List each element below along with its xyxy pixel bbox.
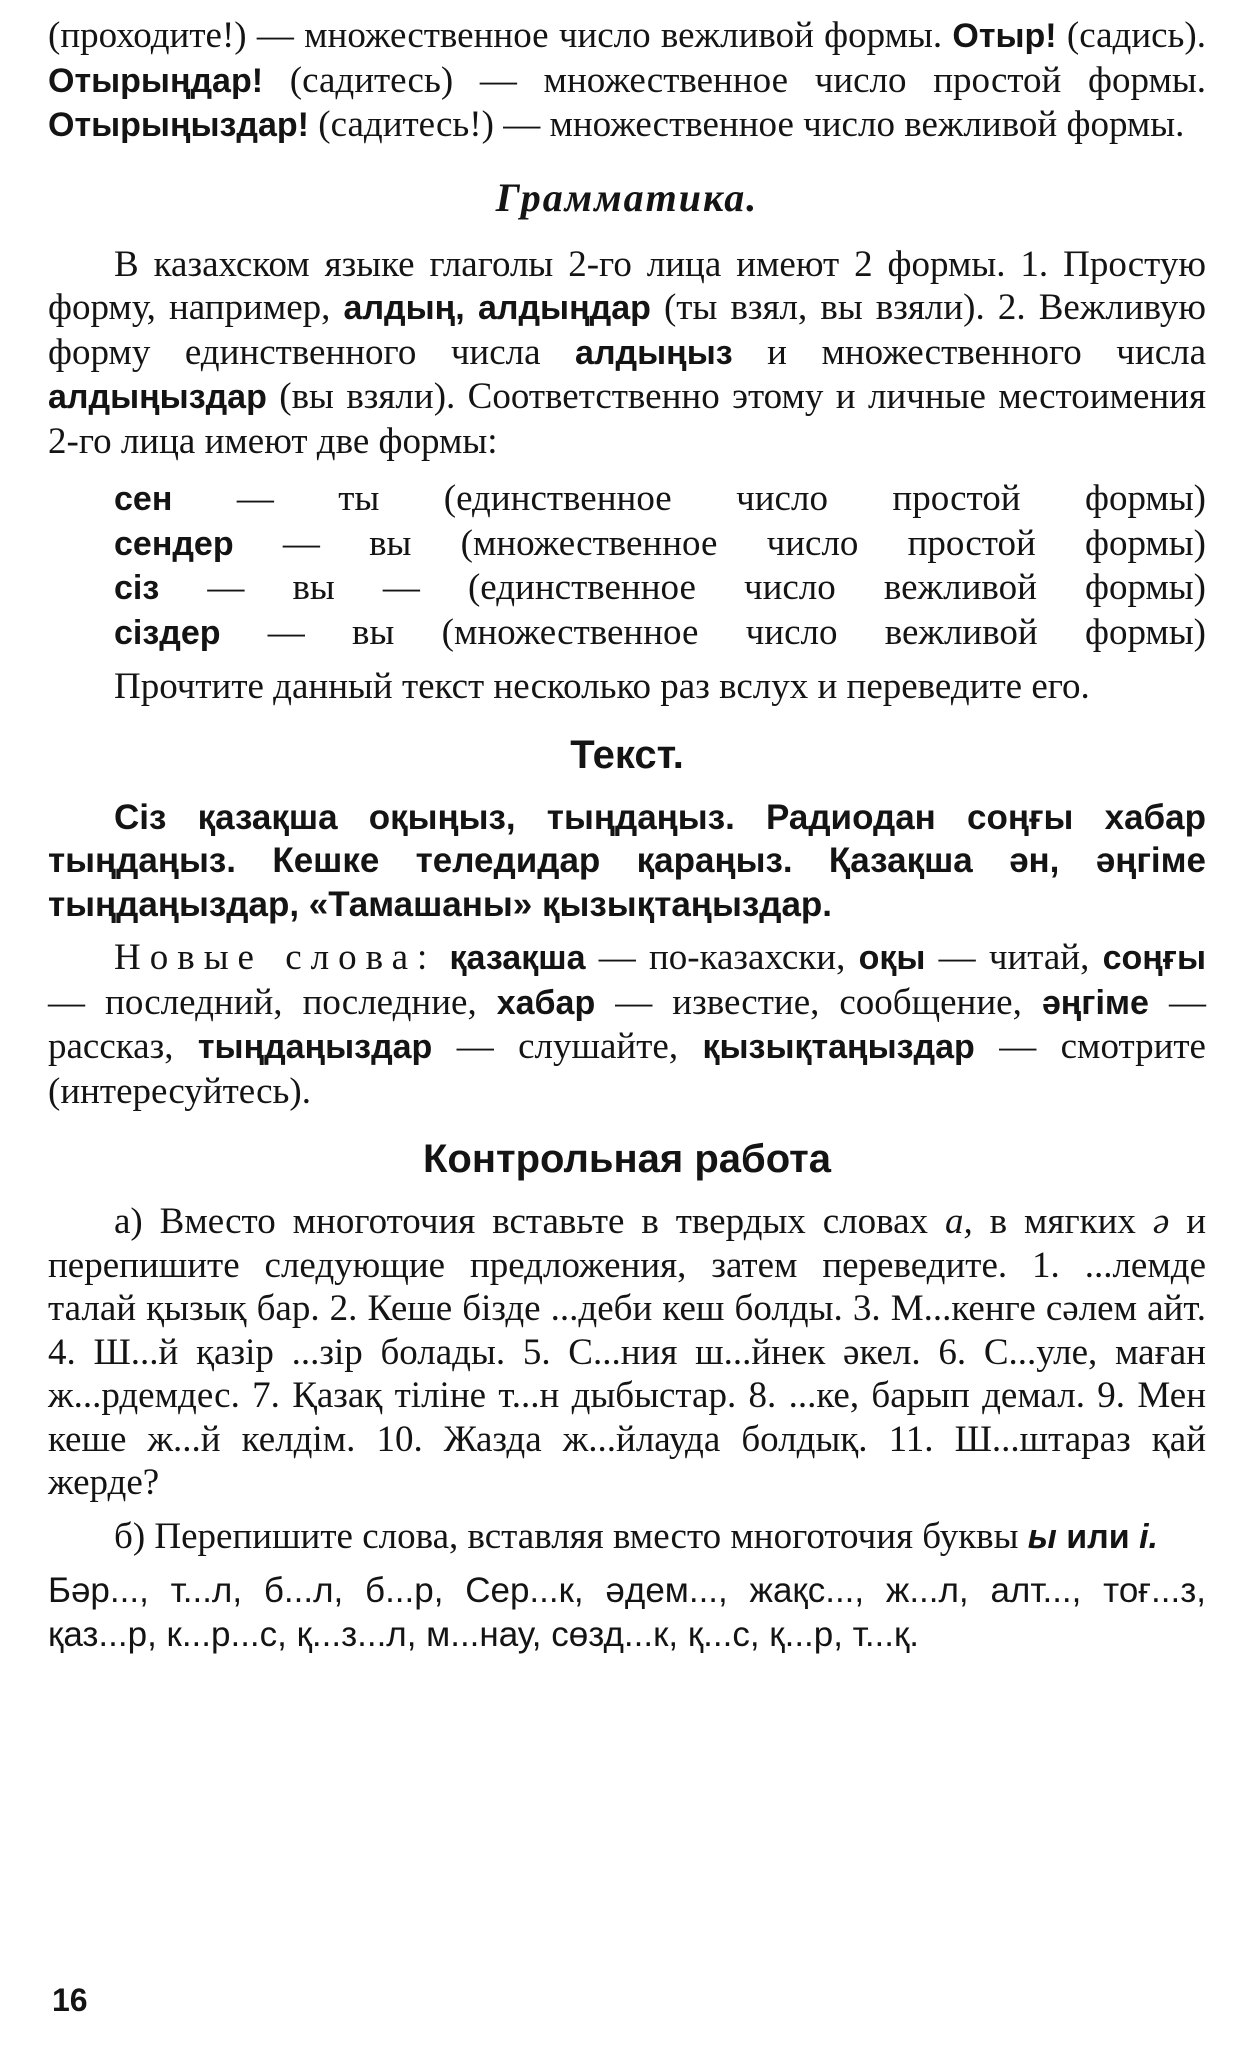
vocab-meaning: — читай, (925, 937, 1103, 978)
grammar-word-1: алдың, алдыңдар (343, 289, 651, 327)
vocab-meaning: — рассказ, (48, 981, 1206, 1067)
reading-instruction: Прочтите данный текст несколько раз вслух и переведите его. (114, 666, 1090, 707)
intro-paragraph (48, 14, 1206, 148)
exercise-a-letter-1: а, (944, 1201, 973, 1242)
vocab-word: қызықтаңыздар (702, 1028, 975, 1066)
pronoun-row (114, 611, 1206, 656)
intro-text-1: (проходите!) — множественное число вежливой формы. (48, 15, 953, 56)
new-words-paragraph (48, 936, 1206, 1113)
exercise-b (48, 1515, 1206, 1560)
page-content (48, 14, 1206, 1656)
control-heading: Контрольная работа (423, 1137, 831, 1181)
pronoun-row (114, 566, 1206, 611)
intro-word-3: Отырыңыздар! (48, 106, 309, 144)
pronoun-row (114, 477, 1206, 522)
vocab-meaning: — по-казахски, (585, 937, 859, 978)
text-heading: Текст. (570, 732, 684, 777)
exercise-a-letter-2: ә (1152, 1201, 1170, 1242)
intro-word-2: Отырыңдар! (48, 61, 264, 100)
kazakh-text: Сіз қазақша оқыңыз, тыңдаңыз. Радиодан соңғы хабар тыңдаңыз. Кешке теледидар қараңыз. Қазақша ән, әңгіме тыңдаңыздар, «Тамашаны» қызықтаңыздар. (48, 797, 1206, 924)
exercise-a (48, 1200, 1206, 1505)
pronoun-gloss: — вы (множественное число вежливой формы) (220, 611, 1206, 653)
grammar-heading: Грамматика. (495, 174, 759, 220)
exercise-b-letter-2: і. (1139, 1517, 1158, 1556)
grammar-text-1: В казахском языке глаголы 2-го лица имеют 2 формы. 1. Простую форму, например, (48, 243, 1206, 328)
grammar-text-4: (вы взяли). Соответственно этому и личные местоимения 2-го лица имеют две формы: (48, 376, 1206, 462)
exercise-b-letter-1: ы (1027, 1517, 1057, 1556)
vocab-meaning: — смотрите (интересуйтесь). (48, 1026, 1206, 1112)
intro-text-3: (садитесь) — множественное число простой формы. (263, 59, 1206, 101)
vocab-meaning: — известие, сообщение, (595, 981, 1042, 1023)
intro-word-1: Отыр! (952, 17, 1057, 55)
grammar-word-2: алдыңыз (575, 333, 733, 372)
vocab-meaning: — последний, последние, (48, 981, 497, 1023)
page-number: 16 (52, 1982, 88, 2018)
grammar-text-2: (ты взял, вы взяли). 2. Вежливую форму единственного числа (48, 287, 1206, 373)
vocab-word: әңгіме (1041, 983, 1149, 1022)
grammar-paragraph (48, 243, 1206, 464)
new-words-label: Новые слова: (114, 937, 437, 978)
exercise-a-text-3: и перепишите следующие предложения, затем переведите. 1. ...лемде талай қызық бар. 2. Кеше бізде ...деби кеш болды. 3. М...кенге сәлем айт. 4. Ш...й қазір ...зір болады. 5. С...ния ш...йнек әкел. 6. С...уле, маған ж...рдемдес. 7. Қазақ тіліне т...н дыбыстар. 8. ...ке, барып демал. 9. Мен кеше ж...й келдім. 10. Жазда ж...йлауда болдық. 11. Ш...штараз қай жерде? (48, 1201, 1207, 1503)
vocab-meaning: — слушайте, (432, 1026, 703, 1067)
pronoun-list (114, 477, 1206, 655)
intro-text-4: (садитесь!) — множественное число вежливой формы. (309, 104, 1185, 145)
vocab-word: оқы (858, 939, 926, 977)
pronoun-word: сіз (114, 569, 160, 607)
pronoun-gloss: — вы (множественное число простой формы) (233, 522, 1206, 564)
vocab-word: қазақша (449, 939, 586, 977)
pronoun-word: сен (114, 480, 173, 518)
vocab-word: соңғы (1102, 939, 1207, 977)
pronoun-word: сендер (114, 524, 234, 563)
intro-text-2: (садись). (1056, 15, 1206, 56)
exercise-b-text: б) Перепишите слова, вставляя вместо многоточия буквы (114, 1515, 1028, 1557)
exercise-a-text-1: а) Вместо многоточия вставьте в твердых словах (114, 1201, 945, 1242)
grammar-word-3: алдыңыздар (48, 378, 267, 416)
exercise-a-text-2: в мягких (972, 1201, 1153, 1242)
pronoun-gloss: — ты (единственное число простой формы) (172, 478, 1206, 519)
vocab-word: хабар (496, 983, 596, 1022)
pronoun-row (114, 522, 1206, 567)
exercise-b-or: или (1056, 1517, 1140, 1556)
grammar-text-3: и множественного числа (732, 331, 1206, 373)
exercise-b-words: Бәр..., т...л, б...л, б...р, Сер...к, әдем..., жақс..., ж...л, алт..., тоғ...з, қаз...р, к...р...с, қ...з...л, м...нау, сөзд...к, қ...с, қ...р, т...қ. (48, 1571, 1206, 1654)
pronoun-gloss: — вы — (единственное число вежливой формы) (159, 567, 1206, 608)
vocab-word: тыңдаңыздар (197, 1028, 433, 1066)
pronoun-word: сіздер (114, 613, 221, 652)
